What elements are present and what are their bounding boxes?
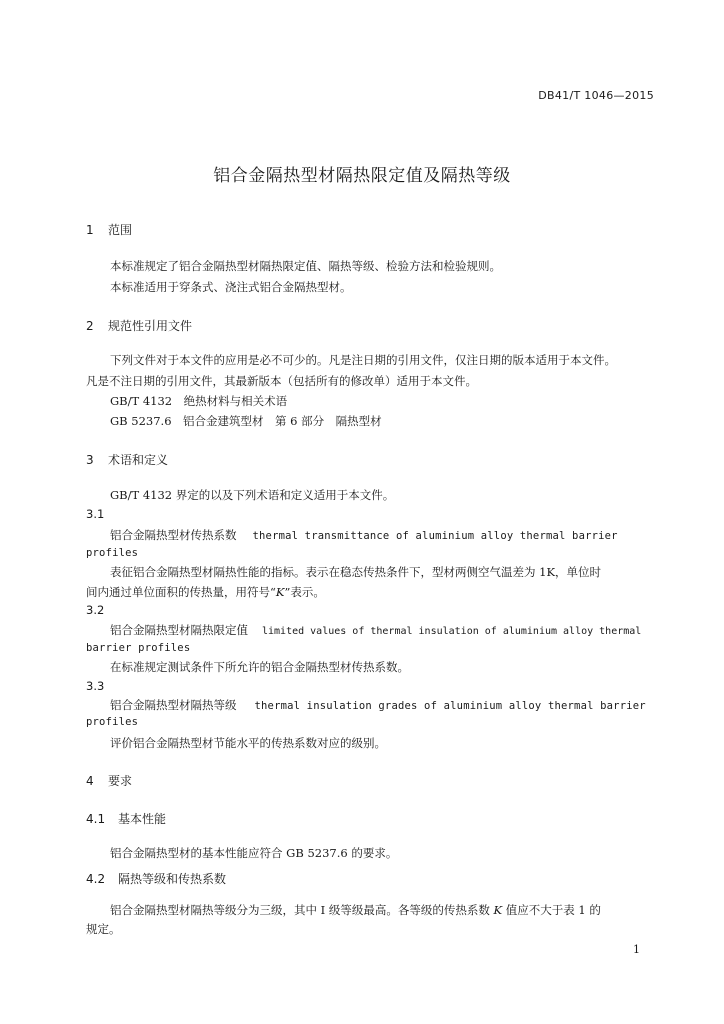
paragraph: 下列文件对于本文件的应用是必不可少的。凡是注日期的引用文件，仅注日期的版本适用于本文件。 bbox=[110, 353, 616, 367]
symbol: K bbox=[275, 585, 285, 599]
document-title: 铝合金隔热型材隔热限定值及隔热等级 bbox=[213, 166, 511, 186]
section-title: 规范性引用文件 bbox=[108, 319, 193, 333]
term-definition: 在标准规定测试条件下所允许的铝合金隔热型材传热系数。 bbox=[110, 660, 409, 674]
section-2-heading bbox=[86, 317, 192, 334]
term-english: thermal transmittance of aluminium alloy thermal barrier bbox=[252, 530, 618, 542]
paragraph: 凡是不注日期的引用文件，其最新版本（包括所有的修改单）适用于本文件。 bbox=[86, 374, 477, 388]
subsection-title: 隔热等级和传热系数 bbox=[118, 872, 227, 886]
section-title: 术语和定义 bbox=[108, 453, 169, 467]
symbol: K bbox=[493, 903, 503, 917]
section-1-heading bbox=[86, 221, 132, 238]
text: 间内通过单位面积的传热量，用符号“ bbox=[86, 585, 276, 599]
section-title: 范围 bbox=[108, 223, 133, 237]
term-definition: 表征铝合金隔热型材隔热性能的指标。表示在稳态传热条件下，型材两侧空气温差为 1K，单位时 bbox=[110, 565, 602, 579]
paragraph: 本标准适用于穿条式、浇注式铝合金隔热型材。 bbox=[110, 280, 352, 294]
term-english: limited values of thermal insulation of aluminium alloy thermal bbox=[262, 626, 642, 637]
paragraph bbox=[110, 902, 601, 918]
term-english-continued: barrier profiles bbox=[86, 642, 191, 654]
term-english-continued: profiles bbox=[86, 716, 139, 728]
section-title: 要求 bbox=[108, 774, 133, 788]
paragraph-continued: 规定。 bbox=[86, 922, 121, 936]
term-number: 3.2 bbox=[86, 603, 105, 617]
term-english-continued: profiles bbox=[86, 547, 139, 559]
term-chinese: 铝合金隔热型材传热系数 bbox=[110, 528, 237, 542]
term-definition: 评价铝合金隔热型材节能水平的传热系数对应的级别。 bbox=[110, 736, 386, 750]
reference-item: GB 5237.6 铝合金建筑型材 第 6 部分 隔热型材 bbox=[110, 414, 382, 428]
document-code: DB41/T 1046—2015 bbox=[538, 89, 654, 102]
section-3-heading bbox=[86, 451, 168, 468]
term-entry bbox=[110, 697, 646, 713]
subsection-4-2-heading bbox=[86, 870, 226, 887]
term-entry bbox=[110, 527, 618, 543]
term-chinese: 铝合金隔热型材隔热等级 bbox=[110, 698, 237, 712]
section-number: 4 bbox=[86, 774, 94, 788]
subsection-4-1-heading bbox=[86, 810, 166, 827]
page-number: 1 bbox=[633, 943, 640, 956]
paragraph: 本标准规定了铝合金隔热型材隔热限定值、隔热等级、检验方法和检验规则。 bbox=[110, 259, 501, 273]
section-number: 3 bbox=[86, 453, 94, 467]
term-number: 3.3 bbox=[86, 679, 105, 693]
term-english: thermal insulation grades of aluminium alloy thermal barrier bbox=[254, 700, 646, 712]
section-4-heading bbox=[86, 772, 132, 789]
subsection-title: 基本性能 bbox=[118, 812, 167, 826]
text: 铝合金隔热型材隔热等级分为三级，其中 I 级等级最高。各等级的传热系数 bbox=[110, 903, 494, 917]
term-number: 3.1 bbox=[86, 507, 105, 521]
subsection-number: 4.2 bbox=[86, 872, 106, 886]
term-entry bbox=[110, 622, 641, 638]
text: ”表示。 bbox=[284, 585, 325, 599]
text: 值应不大于表 1 的 bbox=[502, 903, 601, 917]
reference-item: GB/T 4132 绝热材料与相关术语 bbox=[110, 394, 288, 408]
subsection-number: 4.1 bbox=[86, 812, 106, 826]
paragraph: 铝合金隔热型材的基本性能应符合 GB 5237.6 的要求。 bbox=[110, 846, 398, 860]
paragraph: GB/T 4132 界定的以及下列术语和定义适用于本文件。 bbox=[110, 488, 395, 502]
section-number: 1 bbox=[86, 223, 94, 237]
term-definition-continued bbox=[86, 584, 325, 600]
term-chinese: 铝合金隔热型材隔热限定值 bbox=[110, 623, 248, 637]
section-number: 2 bbox=[86, 319, 94, 333]
